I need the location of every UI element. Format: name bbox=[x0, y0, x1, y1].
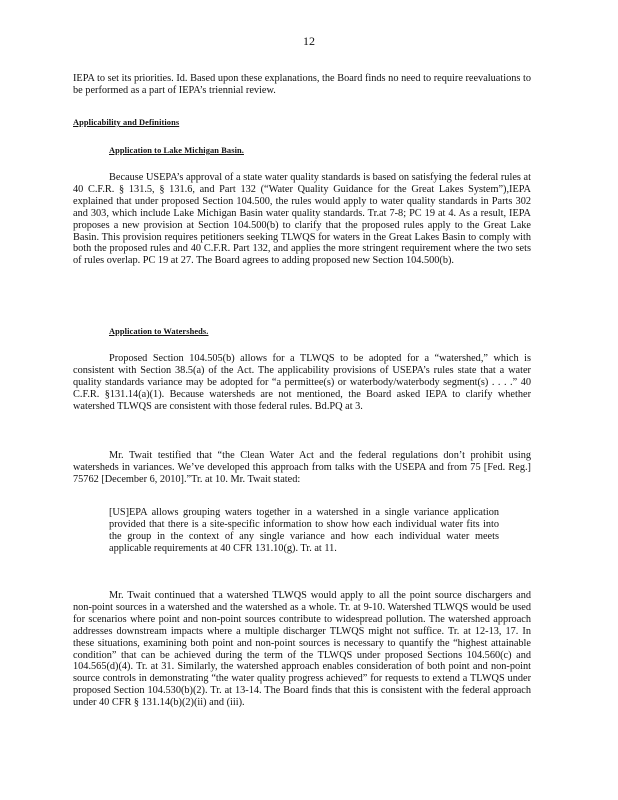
block-quote: [US]EPA allows grouping waters together in a watershed in a single variance application provided that there is a site-specific information to show how each individual water fits into the group in the context of any single variance and how each individual water meets applicable requirements at 40 CFR 131.10(g). Tr. at 11. bbox=[109, 507, 499, 554]
subheading-lake-michigan: Application to Lake Michigan Basin. bbox=[109, 146, 244, 155]
page-number: 12 bbox=[303, 34, 315, 48]
subheading-watersheds: Application to Watersheds. bbox=[109, 327, 209, 336]
paragraph-twait-continued: Mr. Twait continued that a watershed TLWQS would apply to all the point source dischargers and non-point sources in a watershed and the watershed as a whole. Tr. at 9-10. Watershed TLWQS would be used for scenarios where point and non-point sources contribute to widespread pollution. The watershed approach addresses downstream impacts where a multiple discharger TLWQS might not suffice. Tr. at 12-13, 17. In these situations, examining both point and non-point sources is necessary to quantify the “highest attainable condition” that can be achieved during the term of the TLWQS under proposed Sections 104.560(c) and 104.565(d)(4). Tr. at 31. Similarly, the watershed approach enables consideration of both point and non-point source controls in demonstrating “the water quality progress achieved” for requests to extend a TLWQS under proposed Section 104.530(b)(2). Tr. at 13-14. The Board finds that this is consistent with the federal approach under 40 CFR § 131.14(b)(2)(ii) and (iii). bbox=[73, 590, 531, 709]
paragraph-twait-testimony: Mr. Twait testified that “the Clean Water Act and the federal regulations don’t prohibit using watersheds in variances. We’ve developed this approach from talks with the USEPA and from 75 [Fed. Reg.] 75762 [December 6, 2010].”Tr. at 10. Mr. Twait stated: bbox=[73, 450, 531, 485]
paragraph-watershed-section: Proposed Section 104.505(b) allows for a TLWQS to be adopted for a “watershed,” which is consistent with Section 38.5(a) of the Act. The applicability provisions of USEPA’s rules state that a water quality standards variance may be adopted for “a permittee(s) or waterbody/waterbody segment(s) . . . .” 40 C.F.R. §131.14(a)(1). Because watersheds are not mentioned, the Board asked IEPA to clarify whether watershed TLWQS are consistent with those federal rules. Bd.PQ at 3. bbox=[73, 353, 531, 412]
paragraph-lake-michigan: Because USEPA’s approval of a state water quality standards is based on satisfying the federal rules at 40 C.F.R. § 131.5, § 131.6, and Part 132 (“Water Quality Guidance for the Great Lakes System”),IEPA explained that under proposed Section 104.500, the rules would apply to water quality standards in Parts 302 and 303, which include Lake Michigan Basin water quality standards. Tr.at 7-8; PC 19 at 4. As a result, IEPA proposes a new provision at Section 104.500(b) to clarify that the proposed rules apply to the Great Lake Basin. This provision requires petitioners seeking TLWQS for waters in the Great Lakes Basin to comply with both the proposed rules and 40 C.F.R. Part 132, and applies the more stringent requirement where the two sets of rules overlap. PC 19 at 27. The Board agrees to adding proposed new Section 104.500(b). bbox=[73, 172, 531, 267]
section-heading: Applicability and Definitions bbox=[73, 118, 180, 127]
paragraph-priorities: IEPA to set its priorities. Id. Based upon these explanations, the Board finds no need to require reevaluations to be performed as a part of IEPA’s triennial review. bbox=[73, 73, 531, 96]
